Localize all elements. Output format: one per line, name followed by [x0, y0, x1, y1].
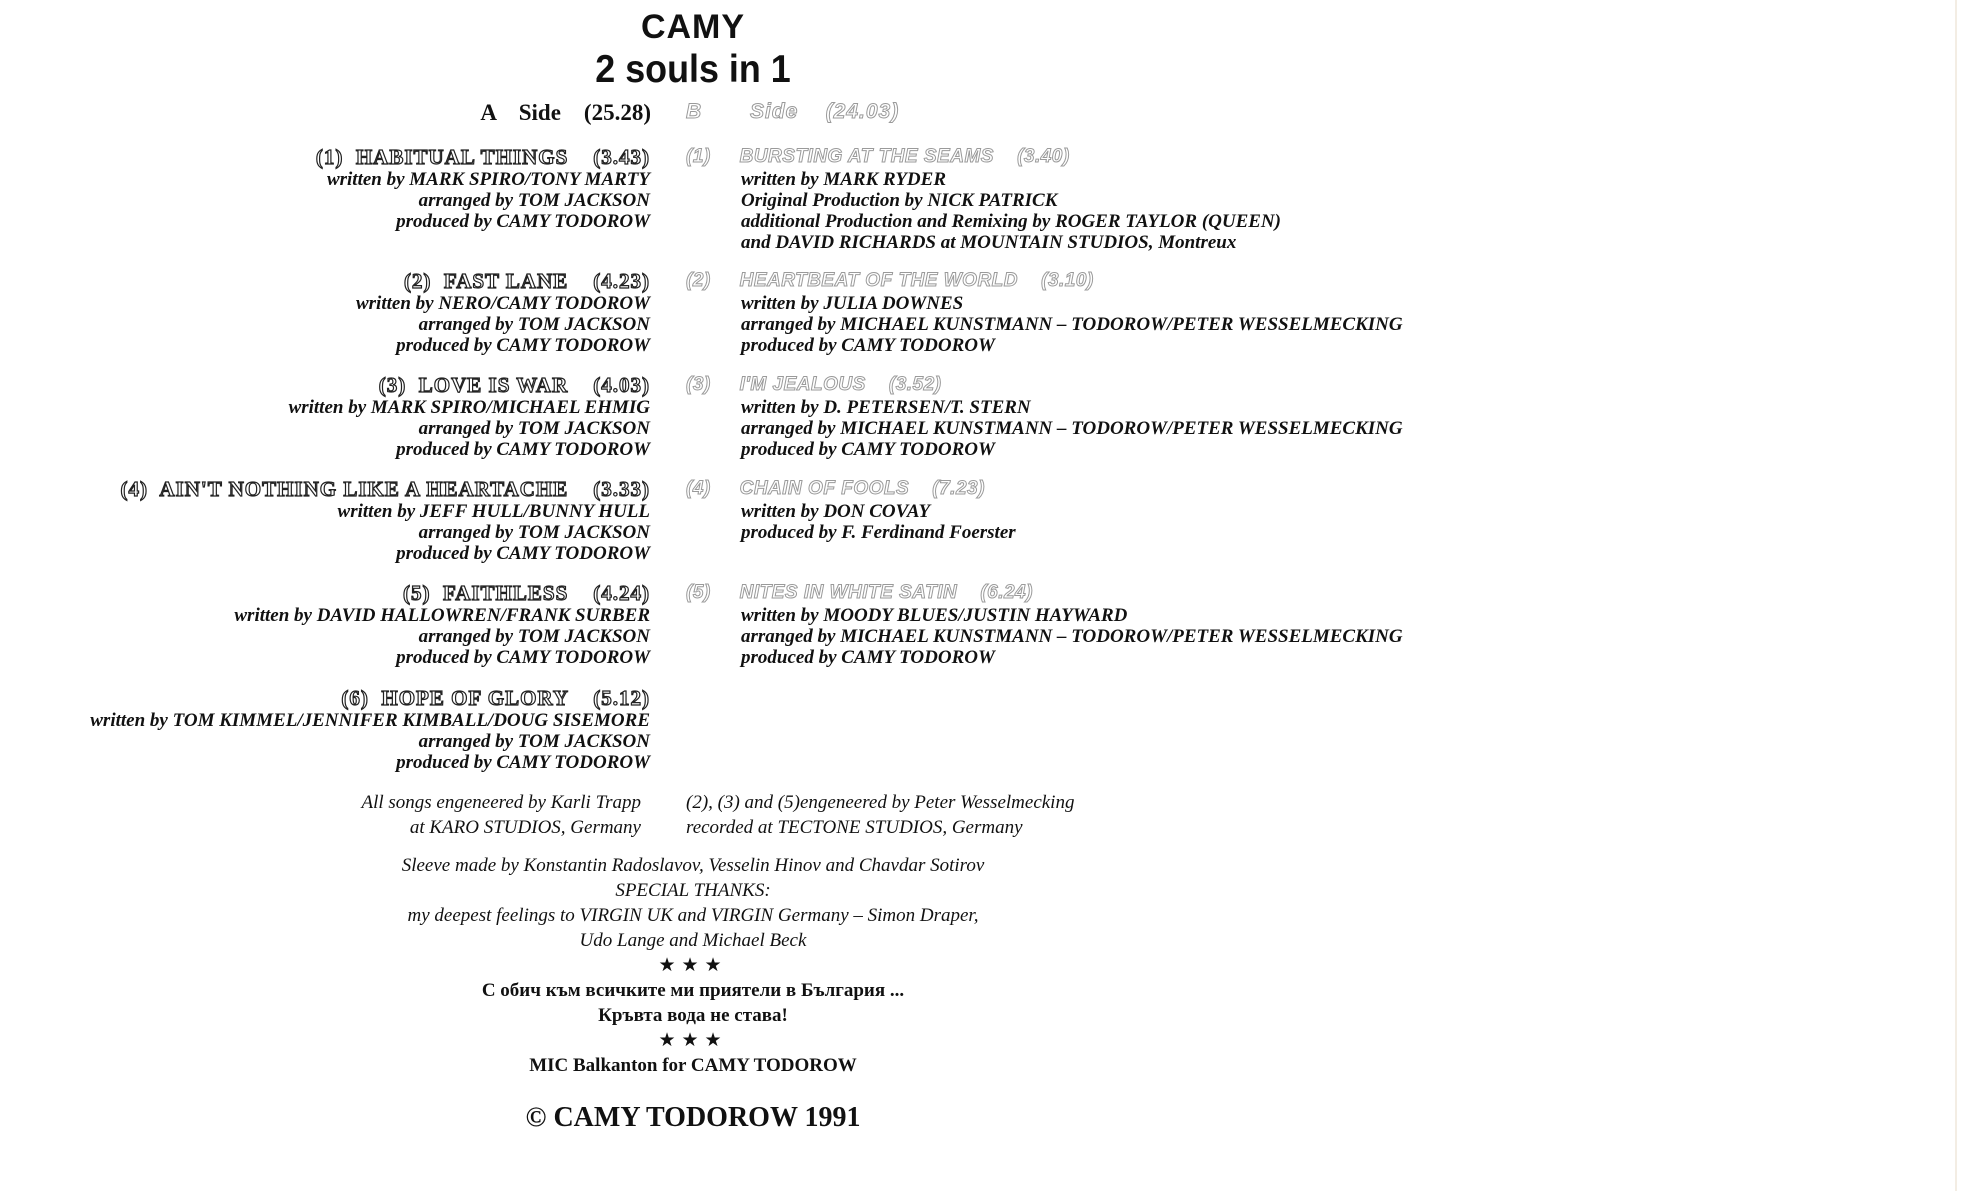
track-writer: written by DON COVAY: [741, 501, 931, 522]
track-producer: produced by CAMY TODOROW: [396, 335, 650, 356]
track-writer: written by TOM KIMMEL/JENNIFER KIMBALL/DOUG SISEMORE: [90, 710, 650, 731]
track-arranger: arranged by TOM JACKSON: [418, 314, 650, 335]
track-writer: written by JEFF HULL/BUNNY HULL: [337, 501, 650, 522]
track-title: (3) LOVE IS WAR (4.03): [378, 373, 650, 397]
track-producer: Original Production by NICK PATRICK: [741, 190, 1058, 211]
track-title: (5) NITES IN WHITE SATIN (6.24): [686, 582, 1033, 603]
scan-edge: [1955, 0, 1957, 1191]
track-title: (2) FAST LANE (4.23): [403, 269, 650, 293]
track-title: (5) FAITHLESS (4.24): [402, 581, 650, 605]
track-arranger: arranged by MICHAEL KUNSTMANN – TODOROW/PETER WESSELMECKING: [741, 314, 1403, 335]
track-producer: produced by CAMY TODOROW: [741, 439, 995, 460]
track-producer: produced by F. Ferdinand Foerster: [741, 522, 1016, 543]
star-divider: ★★★: [658, 955, 728, 976]
side-a-label: A Side (25.28): [480, 100, 651, 125]
track-arranger: arranged by TOM JACKSON: [418, 731, 650, 752]
side-b-track-5: [686, 581, 1403, 668]
side-a-track-2: [356, 269, 650, 356]
track-title: (4) CHAIN OF FOOLS (7.23): [686, 478, 985, 499]
engineering-line: (2), (3) and (5)engeneered by Peter Wesselmecking: [686, 792, 1075, 813]
track-title: (4) AIN'T NOTHING LIKE A HEARTACHE (3.33): [120, 477, 650, 501]
track-producer: produced by CAMY TODOROW: [741, 647, 995, 668]
artist-name: CAMY: [640, 8, 746, 46]
side-a-track-3: [289, 373, 650, 460]
track-title: (6) HOPE OF GLORY (5.12): [341, 686, 650, 710]
side-a-track-4: [121, 477, 650, 564]
side-b-track-2: [686, 269, 1403, 356]
track-arranger: arranged by MICHAEL KUNSTMANN – TODOROW/PETER WESSELMECKING: [741, 418, 1403, 439]
side-a-engineering: [361, 790, 641, 840]
album-title: 2 souls in 1: [595, 48, 791, 91]
side-a-track-1: [316, 145, 650, 232]
engineering-line: recorded at TECTONE STUDIOS, Germany: [686, 817, 1023, 838]
engineering-line: All songs engeneered by Karli Trapp: [361, 792, 641, 813]
track-title: (3) I'M JEALOUS (3.52): [686, 374, 942, 395]
track-producer: produced by CAMY TODOROW: [396, 752, 650, 773]
track-arranger: arranged by TOM JACKSON: [418, 190, 650, 211]
star-divider: ★★★: [658, 1030, 728, 1051]
label-credit: MIC Balkanton for CAMY TODOROW: [529, 1055, 857, 1076]
track-writer: written by MARK SPIRO/MICHAEL EHMIG: [288, 397, 650, 418]
thanks-line: my deepest feelings to VIRGIN UK and VIRGIN Germany – Simon Draper,: [407, 905, 979, 926]
track-remix: additional Production and Remixing by ROGER TAYLOR (QUEEN): [741, 211, 1281, 232]
track-arranger: arranged by TOM JACKSON: [418, 418, 650, 439]
track-producer: produced by CAMY TODOROW: [396, 439, 650, 460]
thanks-line: Udo Lange and Michael Beck: [579, 930, 807, 951]
track-writer: written by NERO/CAMY TODOROW: [355, 293, 650, 314]
engineering-line: at KARO STUDIOS, Germany: [409, 817, 641, 838]
side-b-engineering: [686, 790, 1074, 840]
side-b-track-1: [686, 145, 1281, 253]
bulgarian-dedication: С обич към всичките ми приятели в България ...: [481, 980, 905, 1001]
side-b-label: B Side (24.03): [686, 100, 900, 123]
side-b-track-3: [686, 373, 1403, 460]
track-arranger: arranged by TOM JACKSON: [418, 522, 650, 543]
track-writer: written by MOODY BLUES/JUSTIN HAYWARD: [741, 605, 1128, 626]
track-writer: written by JULIA DOWNES: [741, 293, 964, 314]
bulgarian-proverb: Кръвта вода не става!: [598, 1005, 788, 1026]
side-b-track-4: [686, 477, 1016, 543]
sleeve-credit: Sleeve made by Konstantin Radoslavov, Vesselin Hinov and Chavdar Sotirov: [401, 855, 985, 876]
thanks-heading: SPECIAL THANKS:: [615, 880, 771, 901]
track-writer: written by MARK RYDER: [741, 169, 947, 190]
side-a-track-5: [234, 581, 650, 668]
side-a-track-6: [90, 686, 650, 773]
track-producer: produced by CAMY TODOROW: [396, 543, 650, 564]
track-title: (2) HEARTBEAT OF THE WORLD (3.10): [686, 270, 1094, 291]
sleeve-footer: [0, 853, 1386, 1078]
track-arranger: arranged by MICHAEL KUNSTMANN – TODOROW/PETER WESSELMECKING: [741, 626, 1403, 647]
copyright-notice: © CAMY TODOROW 1991: [525, 1102, 861, 1133]
track-title: (1) BURSTING AT THE SEAMS (3.40): [686, 146, 1070, 167]
track-producer: produced by CAMY TODOROW: [396, 647, 650, 668]
track-writer: written by D. PETERSEN/T. STERN: [741, 397, 1031, 418]
track-writer: written by MARK SPIRO/TONY MARTY: [326, 169, 650, 190]
track-title: (1) HABITUAL THINGS (3.43): [315, 145, 650, 169]
track-remix-studio: and DAVID RICHARDS at MOUNTAIN STUDIOS, Montreux: [741, 232, 1237, 253]
track-writer: written by DAVID HALLOWREN/FRANK SURBER: [234, 605, 650, 626]
track-producer: produced by CAMY TODOROW: [741, 335, 995, 356]
track-producer: produced by CAMY TODOROW: [396, 211, 650, 232]
track-arranger: arranged by TOM JACKSON: [418, 626, 650, 647]
